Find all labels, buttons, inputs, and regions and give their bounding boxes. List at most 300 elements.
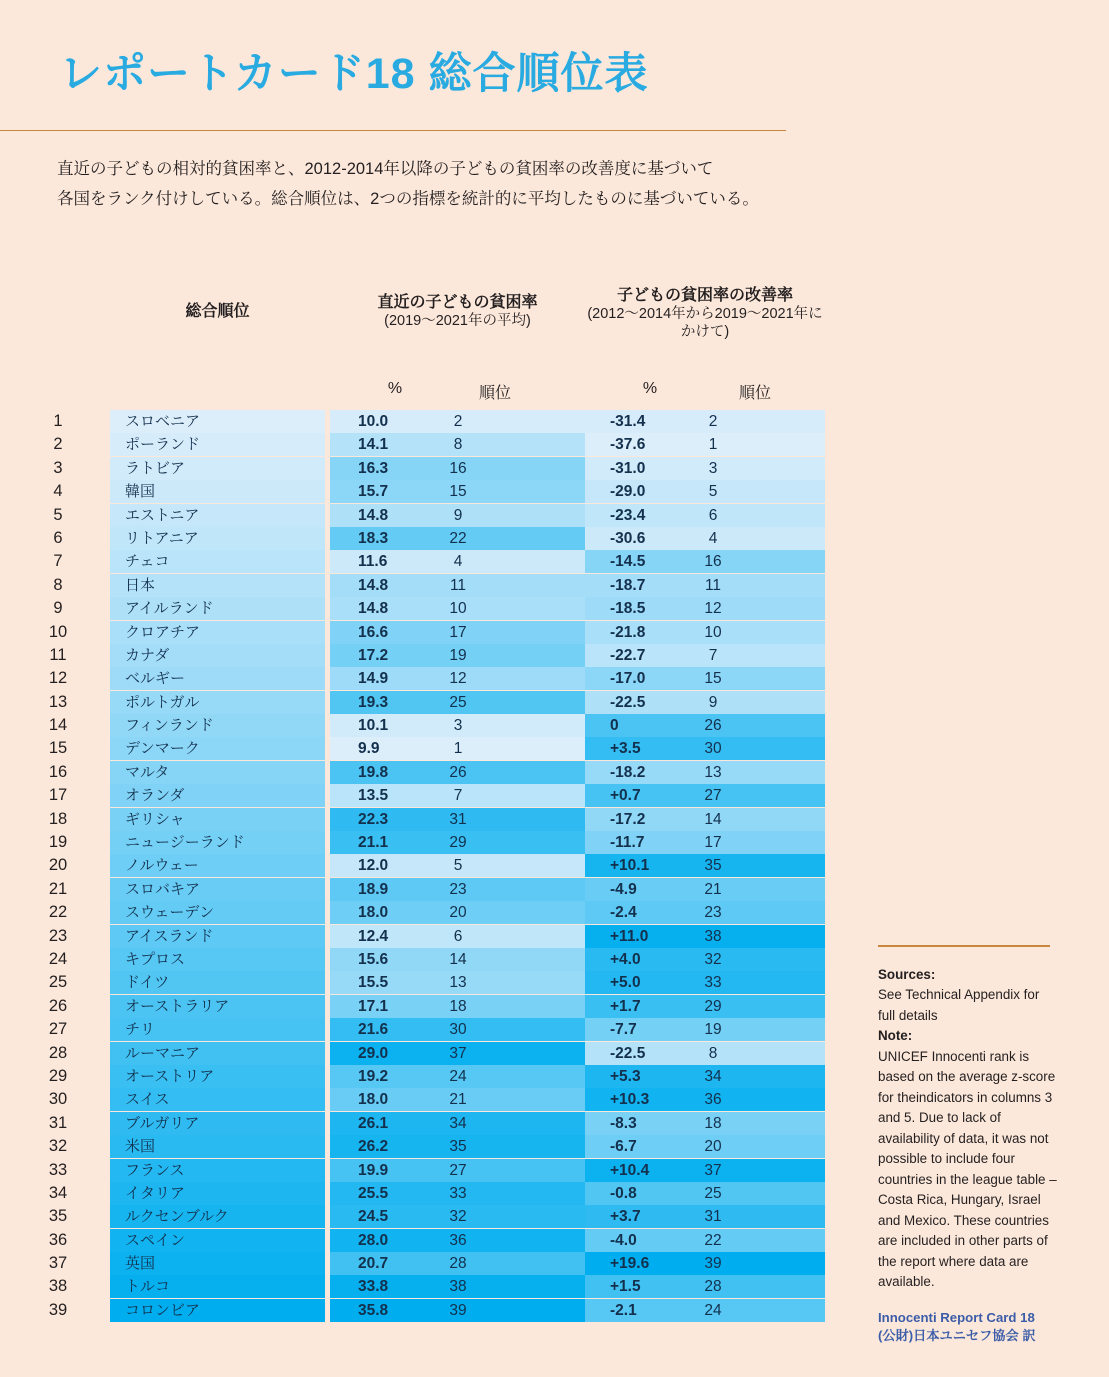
cell-poverty-rank: 10 [449, 600, 467, 618]
cell-improvement-rank: 16 [704, 553, 722, 571]
cell-group-improvement [585, 1229, 825, 1252]
cell-group-improvement [585, 878, 825, 901]
cell-poverty-rank: 22 [449, 529, 467, 547]
cell-poverty-percent: 21.1 [358, 834, 389, 852]
cell-overall-rank: 2 [53, 435, 63, 454]
cell-overall-rank: 8 [53, 575, 63, 594]
cell-country-name: キプロス [110, 948, 325, 971]
cell-poverty-rank: 25 [449, 693, 467, 711]
cell-group-poverty [330, 971, 585, 994]
cell-improvement-percent: +19.6 [610, 1255, 650, 1273]
cell-country-name: クロアチア [110, 621, 325, 644]
table-row [0, 1042, 860, 1065]
cell-group-poverty [330, 550, 585, 573]
cell-group-improvement [585, 504, 825, 527]
cell-improvement-percent: -18.7 [610, 576, 646, 594]
cell-group-poverty [330, 995, 585, 1018]
cell-poverty-rank: 30 [449, 1021, 467, 1039]
cell-poverty-percent: 15.7 [358, 483, 389, 501]
cell-poverty-percent: 14.9 [358, 670, 389, 688]
cell-country-name: ポーランド [110, 433, 325, 456]
cell-improvement-rank: 12 [704, 600, 722, 618]
cell-improvement-percent: +4.0 [610, 950, 641, 968]
table-row [0, 550, 860, 573]
cell-group-poverty [330, 527, 585, 550]
table-row [0, 1229, 860, 1252]
improvement-rate-label: 子どもの貧困率の改善率 [616, 287, 793, 304]
cell-improvement-rank: 30 [704, 740, 722, 758]
table-row [0, 644, 860, 667]
cell-overall-rank: 6 [53, 528, 63, 547]
cell-overall-rank: 21 [48, 879, 68, 898]
cell-group-poverty [330, 1112, 585, 1135]
cell-poverty-rank: 5 [453, 857, 463, 875]
cell-poverty-rank: 20 [449, 904, 467, 922]
cell-poverty-percent: 10.0 [358, 413, 389, 430]
cell-improvement-rank: 5 [708, 483, 718, 501]
cell-poverty-percent: 11.6 [358, 553, 388, 571]
cell-poverty-rank: 33 [449, 1184, 467, 1202]
cell-poverty-percent: 18.9 [358, 880, 389, 898]
cell-poverty-percent: 25.5 [358, 1184, 389, 1202]
cell-group-improvement [585, 1205, 825, 1228]
cell-country-name: カナダ [110, 644, 325, 667]
cell-group-poverty [330, 480, 585, 503]
cell-poverty-percent: 19.3 [358, 693, 389, 711]
cell-group-improvement [585, 714, 825, 737]
cell-improvement-rank: 4 [708, 529, 718, 547]
cell-overall-rank: 24 [48, 949, 68, 968]
cell-poverty-rank: 29 [449, 834, 467, 852]
cell-poverty-percent: 12.4 [358, 927, 389, 945]
cell-group-improvement [585, 948, 825, 971]
cell-country-name: ルーマニア [110, 1042, 325, 1065]
cell-poverty-percent: 26.1 [358, 1114, 389, 1132]
table-row [0, 1252, 860, 1275]
cell-improvement-rank: 2 [708, 413, 718, 430]
table-row [0, 1112, 860, 1135]
table-row [0, 737, 860, 760]
sources-text: See Technical Appendix for full details [878, 987, 1040, 1023]
table-row [0, 925, 860, 948]
column-headers [0, 280, 860, 380]
cell-overall-rank: 18 [48, 809, 68, 828]
cell-overall-rank: 27 [48, 1020, 68, 1039]
cell-poverty-percent: 26.2 [358, 1138, 389, 1156]
cell-improvement-rank: 28 [704, 1278, 722, 1296]
cell-country-name: ブルガリア [110, 1112, 325, 1135]
cell-group-improvement [585, 667, 825, 690]
cell-country-name: ニュージーランド [110, 831, 325, 854]
table-row [0, 878, 860, 901]
cell-group-poverty [330, 1229, 585, 1252]
cell-improvement-percent: -14.5 [610, 553, 646, 571]
subheader-poverty-rank: 順位 [478, 385, 511, 402]
cell-improvement-rank: 10 [704, 623, 722, 641]
cell-improvement-percent: -4.9 [610, 880, 637, 898]
cell-improvement-percent: -22.5 [610, 693, 646, 711]
cell-poverty-rank: 15 [449, 483, 467, 501]
cell-country-name: ポルトガル [110, 691, 325, 714]
cell-group-poverty [330, 1252, 585, 1275]
cell-improvement-percent: -17.0 [610, 670, 646, 688]
cell-poverty-rank: 38 [449, 1278, 467, 1296]
cell-group-improvement [585, 808, 825, 831]
cell-country-name: オランダ [110, 784, 325, 807]
cell-improvement-percent: +5.3 [610, 1067, 641, 1085]
cell-overall-rank: 28 [48, 1043, 68, 1062]
cell-improvement-rank: 15 [704, 670, 722, 688]
cell-group-improvement [585, 925, 825, 948]
cell-country-name: ドイツ [110, 971, 325, 994]
table-row [0, 597, 860, 620]
cell-poverty-rank: 11 [449, 576, 467, 594]
cell-overall-rank: 9 [53, 599, 63, 618]
table-row [0, 1182, 860, 1205]
cell-poverty-rank: 13 [449, 974, 467, 992]
cell-group-improvement [585, 761, 825, 784]
cell-country-name: マルタ [110, 761, 325, 784]
cell-country-name: オーストラリア [110, 995, 325, 1018]
cell-country-name: ルクセンブルク [110, 1205, 325, 1228]
cell-group-poverty [330, 597, 585, 620]
poverty-rate-label: 直近の子どもの貧困率 [377, 294, 538, 311]
cell-improvement-percent: -31.0 [610, 459, 646, 477]
cell-improvement-percent: +10.1 [610, 857, 650, 875]
column-header-poverty-rate [330, 293, 585, 330]
cell-group-improvement [585, 1042, 825, 1065]
sub-column-headers [0, 380, 860, 410]
cell-poverty-percent: 19.9 [358, 1161, 389, 1179]
cell-group-poverty [330, 410, 585, 433]
improvement-rate-sublabel: (2012〜2014年から2019〜2021年にかけて) [587, 306, 823, 340]
note-label: Note: [878, 1028, 913, 1043]
cell-poverty-percent: 14.8 [358, 506, 389, 524]
table-row [0, 1088, 860, 1111]
cell-group-improvement [585, 1135, 825, 1158]
cell-poverty-percent: 14.8 [358, 600, 389, 618]
cell-group-poverty [330, 1065, 585, 1088]
cell-improvement-percent: -31.4 [610, 413, 646, 430]
cell-group-improvement [585, 1159, 825, 1182]
cell-poverty-percent: 18.0 [358, 904, 389, 922]
cell-improvement-rank: 8 [708, 1044, 718, 1062]
table-row [0, 1159, 860, 1182]
cell-overall-rank: 26 [48, 996, 68, 1015]
cell-improvement-percent: -22.5 [610, 1044, 646, 1062]
subheader-poverty-percent: % [387, 380, 403, 397]
cell-improvement-rank: 25 [704, 1184, 722, 1202]
cell-overall-rank: 3 [53, 458, 63, 477]
table-row [0, 574, 860, 597]
cell-improvement-percent: -0.8 [610, 1184, 637, 1202]
table-row [0, 901, 860, 924]
cell-country-name: チェコ [110, 550, 325, 573]
cell-group-poverty [330, 644, 585, 667]
cell-poverty-percent: 19.2 [358, 1067, 389, 1085]
translation-credit [878, 1309, 1058, 1345]
cell-group-poverty [330, 948, 585, 971]
cell-country-name: 日本 [110, 574, 325, 597]
cell-poverty-rank: 32 [449, 1208, 467, 1226]
cell-improvement-percent: +1.7 [610, 997, 641, 1015]
cell-group-poverty [330, 1182, 585, 1205]
cell-improvement-rank: 1 [708, 436, 718, 454]
cell-group-poverty [330, 878, 585, 901]
cell-group-poverty [330, 1042, 585, 1065]
cell-poverty-rank: 8 [453, 436, 463, 454]
cell-group-improvement [585, 1275, 825, 1298]
table-row [0, 831, 860, 854]
cell-group-poverty [330, 1159, 585, 1182]
cell-improvement-percent: -17.2 [610, 810, 646, 828]
sources-note-panel [878, 945, 1058, 1345]
cell-overall-rank: 4 [53, 482, 63, 501]
credit-line-1: Innocenti Report Card 18 [878, 1309, 1035, 1325]
cell-poverty-rank: 24 [449, 1067, 467, 1085]
table-row [0, 1299, 860, 1322]
cell-improvement-rank: 27 [704, 787, 722, 805]
cell-poverty-rank: 21 [449, 1091, 467, 1109]
cell-poverty-percent: 15.6 [358, 950, 389, 968]
cell-improvement-rank: 29 [704, 997, 722, 1015]
table-row [0, 480, 860, 503]
cell-group-improvement [585, 644, 825, 667]
cell-overall-rank: 11 [49, 645, 67, 664]
cell-group-poverty [330, 784, 585, 807]
cell-overall-rank: 35 [48, 1207, 68, 1226]
cell-overall-rank: 17 [48, 786, 68, 805]
cell-improvement-rank: 37 [704, 1161, 722, 1179]
cell-improvement-percent: -21.8 [610, 623, 646, 641]
table-row [0, 995, 860, 1018]
cell-group-poverty [330, 1275, 585, 1298]
cell-group-improvement [585, 1182, 825, 1205]
intro-paragraph [57, 154, 857, 214]
cell-improvement-rank: 38 [704, 927, 722, 945]
cell-poverty-rank: 1 [453, 740, 463, 758]
cell-improvement-rank: 36 [704, 1091, 722, 1109]
cell-improvement-rank: 7 [708, 646, 718, 664]
cell-country-name: チリ [110, 1018, 325, 1041]
cell-country-name: 米国 [110, 1135, 325, 1158]
cell-group-improvement [585, 433, 825, 456]
cell-poverty-rank: 19 [449, 646, 467, 664]
cell-group-poverty [330, 1088, 585, 1111]
cell-overall-rank: 38 [48, 1277, 68, 1296]
cell-poverty-rank: 9 [453, 506, 463, 524]
cell-poverty-rank: 12 [449, 670, 467, 688]
cell-improvement-percent: +0.7 [610, 787, 641, 805]
cell-overall-rank: 16 [48, 762, 68, 781]
cell-poverty-percent: 16.3 [358, 459, 389, 477]
cell-poverty-rank: 3 [453, 717, 463, 735]
cell-overall-rank: 12 [48, 669, 68, 688]
cell-group-improvement [585, 995, 825, 1018]
cell-overall-rank: 32 [48, 1137, 68, 1156]
cell-group-poverty [330, 808, 585, 831]
intro-line-1: 直近の子どもの相対的貧困率と、2012-2014年以降の子どもの貧困率の改善度に基づいて [57, 160, 714, 178]
cell-improvement-rank: 22 [704, 1231, 722, 1249]
cell-poverty-rank: 37 [449, 1044, 467, 1062]
cell-group-improvement [585, 574, 825, 597]
cell-group-improvement [585, 1088, 825, 1111]
cell-overall-rank: 34 [48, 1183, 68, 1202]
cell-overall-rank: 22 [48, 903, 68, 922]
cell-country-name: フィンランド [110, 714, 325, 737]
cell-improvement-percent: -2.4 [610, 904, 637, 922]
cell-group-poverty [330, 737, 585, 760]
cell-group-poverty [330, 621, 585, 644]
sources-label: Sources: [878, 966, 936, 982]
cell-group-poverty [330, 691, 585, 714]
cell-country-name: ノルウェー [110, 854, 325, 877]
table-row [0, 808, 860, 831]
cell-overall-rank: 33 [48, 1160, 68, 1179]
overall-rank-label: 総合順位 [185, 303, 250, 320]
cell-overall-rank: 7 [53, 552, 63, 571]
cell-group-improvement [585, 831, 825, 854]
cell-overall-rank: 37 [48, 1254, 68, 1273]
table-row [0, 1065, 860, 1088]
cell-overall-rank: 14 [48, 716, 68, 735]
cell-improvement-rank: 11 [704, 576, 722, 594]
table-row [0, 761, 860, 784]
sidebar-divider [878, 945, 1050, 947]
cell-improvement-percent: -8.3 [610, 1114, 637, 1132]
cell-country-name: オーストリア [110, 1065, 325, 1088]
cell-poverty-percent: 18.0 [358, 1091, 389, 1109]
cell-country-name: デンマーク [110, 737, 325, 760]
cell-improvement-percent: +10.3 [610, 1091, 650, 1109]
league-table [0, 280, 860, 1322]
subheader-improvement-percent: % [642, 380, 658, 397]
poverty-rate-sublabel: (2019〜2021年の平均) [384, 313, 531, 329]
cell-improvement-rank: 9 [708, 693, 718, 711]
cell-group-poverty [330, 1299, 585, 1322]
cell-country-name: ラトビア [110, 457, 325, 480]
cell-group-poverty [330, 925, 585, 948]
cell-group-improvement [585, 1252, 825, 1275]
cell-poverty-rank: 2 [453, 413, 463, 430]
cell-overall-rank: 31 [48, 1113, 68, 1132]
cell-improvement-rank: 13 [704, 763, 722, 781]
cell-improvement-percent: -30.6 [610, 529, 646, 547]
cell-overall-rank: 20 [48, 856, 68, 875]
cell-poverty-rank: 7 [453, 787, 463, 805]
cell-country-name: イタリア [110, 1182, 325, 1205]
cell-group-poverty [330, 433, 585, 456]
cell-country-name: トルコ [110, 1275, 325, 1298]
cell-poverty-rank: 4 [453, 553, 463, 571]
cell-poverty-rank: 31 [449, 810, 467, 828]
cell-improvement-percent: +5.0 [610, 974, 641, 992]
cell-improvement-percent: -22.7 [610, 646, 646, 664]
cell-improvement-percent: -18.5 [610, 600, 646, 618]
cell-overall-rank: 36 [48, 1230, 68, 1249]
cell-improvement-rank: 18 [704, 1114, 722, 1132]
cell-country-name: エストニア [110, 504, 325, 527]
cell-poverty-percent: 16.6 [358, 623, 389, 641]
cell-poverty-percent: 20.7 [358, 1255, 389, 1273]
cell-poverty-percent: 12.0 [358, 857, 389, 875]
table-row [0, 621, 860, 644]
cell-improvement-rank: 14 [704, 810, 722, 828]
table-row [0, 457, 860, 480]
cell-group-poverty [330, 574, 585, 597]
cell-overall-rank: 5 [53, 505, 63, 524]
table-row [0, 784, 860, 807]
cell-overall-rank: 29 [48, 1066, 68, 1085]
table-row [0, 410, 860, 433]
cell-poverty-rank: 16 [449, 459, 467, 477]
cell-group-improvement [585, 1112, 825, 1135]
cell-overall-rank: 1 [53, 412, 63, 430]
cell-country-name: スロバキア [110, 878, 325, 901]
table-row [0, 1205, 860, 1228]
cell-poverty-rank: 17 [449, 623, 467, 641]
cell-group-improvement [585, 410, 825, 433]
cell-poverty-rank: 35 [449, 1138, 467, 1156]
cell-poverty-percent: 9.9 [358, 740, 380, 758]
cell-country-name: スロベニア [110, 410, 325, 433]
cell-improvement-percent: +10.4 [610, 1161, 650, 1179]
cell-improvement-rank: 32 [704, 950, 722, 968]
cell-improvement-rank: 39 [704, 1255, 722, 1273]
cell-poverty-percent: 33.8 [358, 1278, 389, 1296]
cell-group-improvement [585, 1065, 825, 1088]
cell-improvement-percent: +3.5 [610, 740, 641, 758]
cell-overall-rank: 39 [48, 1300, 68, 1319]
table-row [0, 971, 860, 994]
title-divider [0, 130, 786, 131]
cell-improvement-percent: 0 [610, 717, 619, 735]
cell-group-improvement [585, 597, 825, 620]
cell-group-poverty [330, 1205, 585, 1228]
cell-group-improvement [585, 901, 825, 924]
cell-country-name: リトアニア [110, 527, 325, 550]
cell-improvement-percent: -6.7 [610, 1138, 637, 1156]
cell-improvement-rank: 21 [704, 880, 722, 898]
cell-poverty-percent: 35.8 [358, 1301, 389, 1319]
cell-country-name: ギリシャ [110, 808, 325, 831]
table-row [0, 433, 860, 456]
column-header-improvement-rate [585, 286, 825, 341]
cell-group-poverty [330, 667, 585, 690]
table-row [0, 667, 860, 690]
intro-line-2: 各国をランク付けしている。総合順位は、2つの指標を統計的に平均したものに基づいている。 [57, 190, 759, 208]
cell-country-name: スペイン [110, 1229, 325, 1252]
cell-group-improvement [585, 971, 825, 994]
cell-overall-rank: 23 [48, 926, 68, 945]
cell-group-poverty [330, 714, 585, 737]
column-header-overall-rank [110, 302, 325, 321]
cell-country-name: スウェーデン [110, 901, 325, 924]
cell-country-name: スイス [110, 1088, 325, 1111]
cell-improvement-percent: -37.6 [610, 436, 646, 454]
cell-improvement-percent: -4.0 [610, 1231, 637, 1249]
cell-improvement-rank: 24 [704, 1301, 722, 1319]
cell-overall-rank: 13 [48, 692, 68, 711]
cell-group-poverty [330, 831, 585, 854]
cell-improvement-percent: -23.4 [610, 506, 646, 524]
table-row [0, 854, 860, 877]
cell-overall-rank: 30 [48, 1090, 68, 1109]
cell-poverty-rank: 28 [449, 1255, 467, 1273]
cell-poverty-percent: 15.5 [358, 974, 389, 992]
cell-poverty-percent: 10.1 [358, 717, 389, 735]
cell-group-improvement [585, 854, 825, 877]
